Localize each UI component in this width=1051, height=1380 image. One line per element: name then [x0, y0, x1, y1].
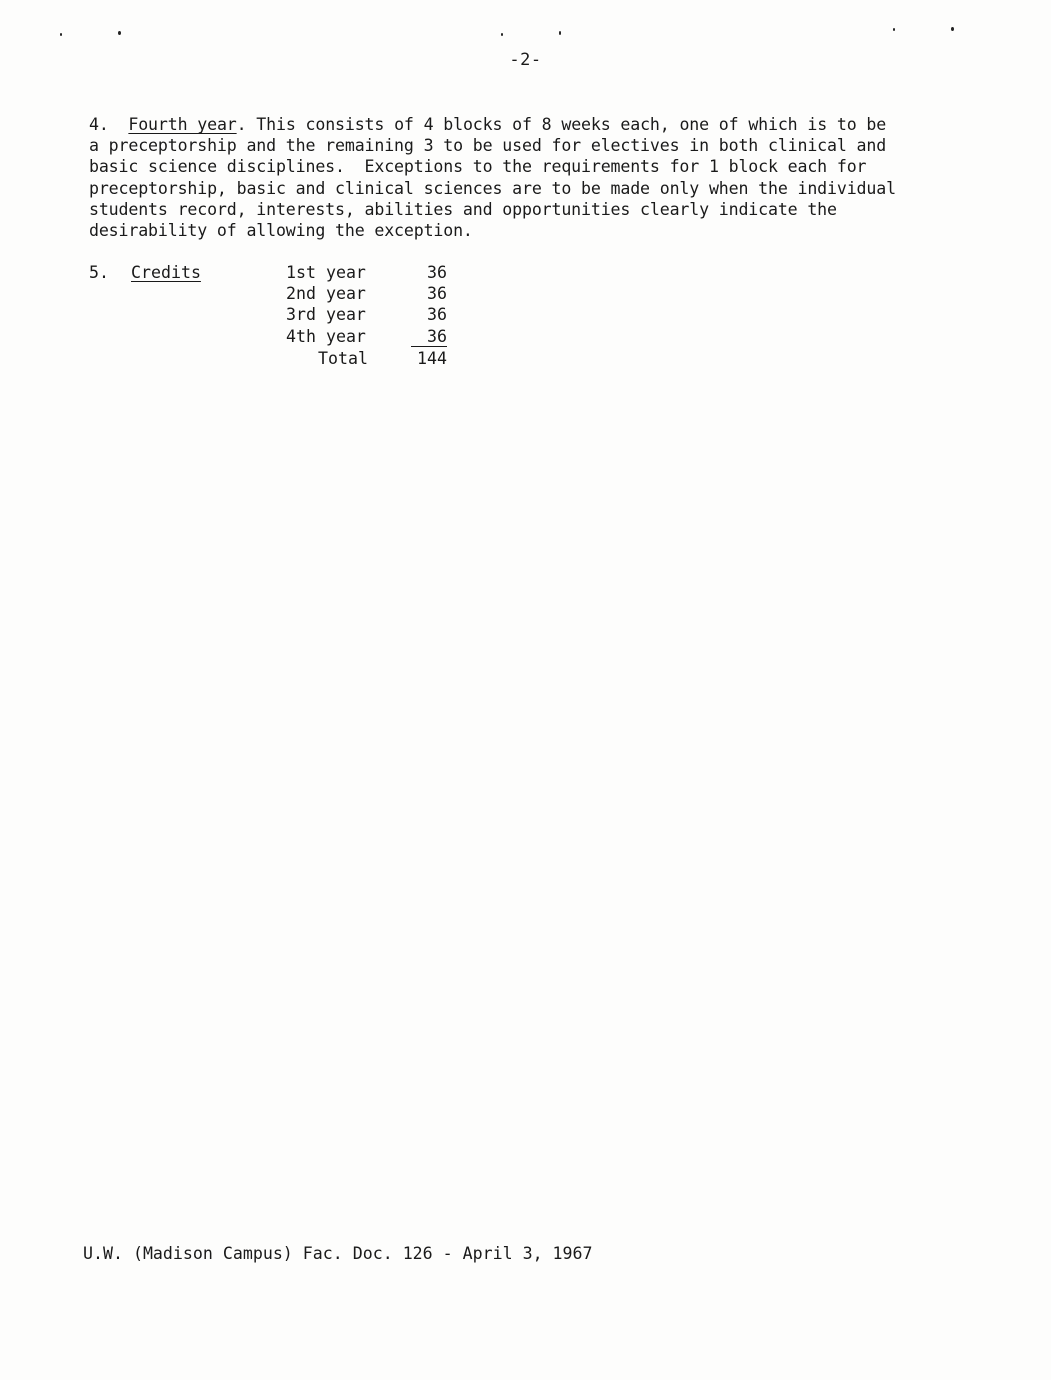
credit-value: 36	[427, 327, 447, 346]
credit-total-value: 144	[417, 349, 447, 368]
document-footer: U.W. (Madison Campus) Fac. Doc. 126 - April 3, 1967	[83, 1244, 593, 1263]
scan-speck	[118, 31, 121, 35]
credit-row	[286, 283, 447, 304]
sum-underline	[411, 346, 447, 347]
credit-year-label: 3rd year	[286, 305, 366, 324]
section-4-number: 4.	[89, 115, 109, 134]
scan-speck	[893, 28, 895, 31]
credit-row	[286, 262, 447, 283]
section-4-first-line	[89, 114, 969, 135]
credit-value: 36	[427, 263, 447, 282]
section-4-title: Fourth year	[128, 115, 237, 134]
credit-value: 36	[427, 305, 447, 324]
credit-year-label: 4th year	[286, 327, 366, 346]
credit-row	[286, 326, 447, 347]
scan-speck	[951, 27, 954, 31]
paragraph-line: a preceptorship and the remaining 3 to be used for electives in both clinical and	[89, 136, 887, 156]
credit-year-label: 1st year	[286, 263, 366, 282]
paragraph-line: desirability of allowing the exception.	[89, 221, 473, 241]
paragraph-line: basic science disciplines. Exceptions to the requirements for 1 block each for	[89, 157, 867, 177]
paragraph-line: students record, interests, abilities and opportunities clearly indicate the	[89, 199, 837, 219]
section-5-title: Credits	[131, 263, 201, 282]
section-5-number: 5.	[89, 263, 109, 282]
scan-speck	[559, 31, 561, 35]
credit-row	[286, 304, 447, 325]
scan-speck	[60, 33, 62, 36]
credit-total-label: Total	[318, 349, 368, 368]
credit-total-row	[286, 348, 447, 369]
page-number: -2-	[509, 50, 542, 70]
scan-speck	[501, 33, 503, 36]
credit-value: 36	[427, 284, 447, 303]
paragraph-line: . This consists of 4 blocks of 8 weeks each, one of which is to be	[236, 115, 887, 134]
credit-year-label: 2nd year	[286, 284, 366, 303]
paragraph-line: preceptorship, basic and clinical sciences are to be made only when the individual	[89, 178, 896, 198]
section-4-paragraph	[89, 114, 969, 241]
